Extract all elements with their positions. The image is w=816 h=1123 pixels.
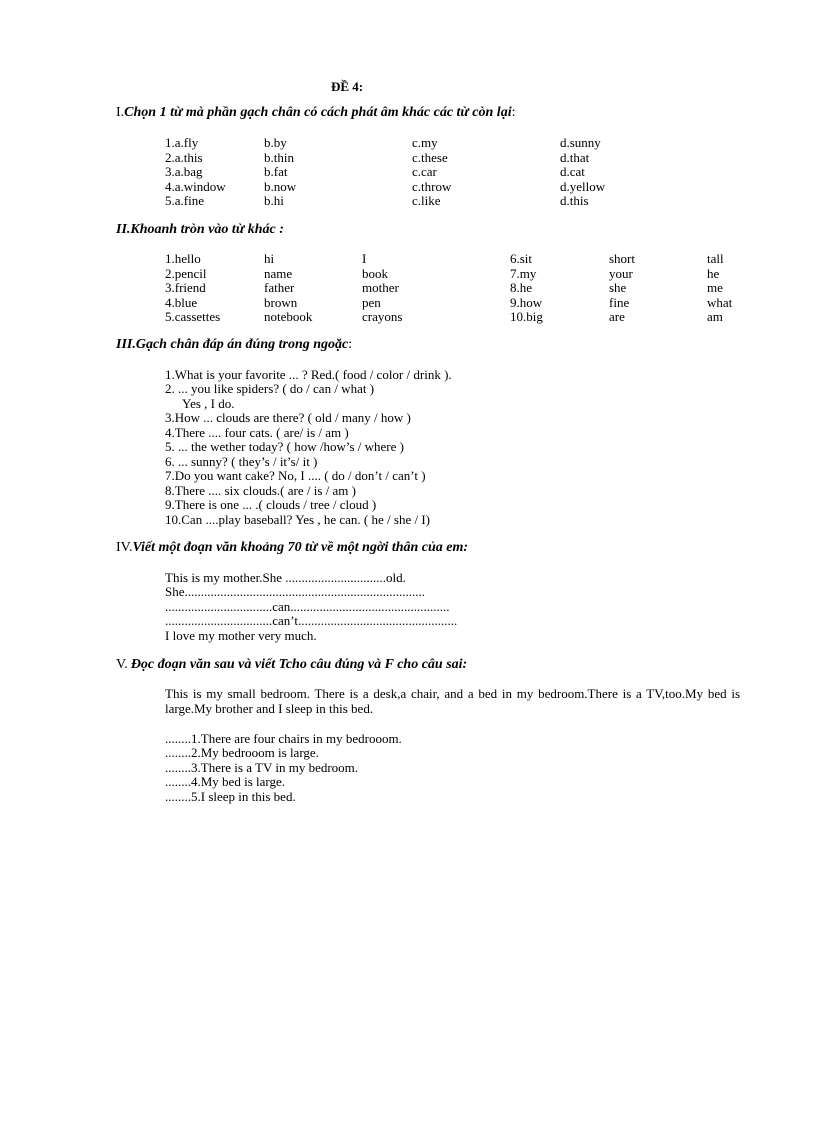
option-d: d.yellow	[560, 179, 606, 194]
section1-suffix: :	[511, 105, 516, 120]
option-c: c.throw	[412, 179, 452, 194]
word: pen	[362, 295, 381, 310]
word: 3.friend	[165, 280, 206, 295]
word: 1.hello	[165, 251, 201, 266]
question-line: 5. ... the wether today? ( how /how’s / where )	[165, 439, 404, 454]
statement-line: ........4.My bed is large.	[165, 774, 285, 789]
word: crayons	[362, 309, 403, 324]
word: 10.big	[510, 309, 543, 324]
option-d: d.cat	[560, 164, 585, 179]
section3-heading	[116, 337, 352, 353]
word: name	[264, 266, 293, 281]
option-a: 2.a.this	[165, 150, 203, 165]
word: mother	[362, 280, 399, 295]
question-line: 4.There .... four cats. ( are/ is / am )	[165, 425, 349, 440]
word: 5.cassettes	[165, 309, 221, 324]
word: hi	[264, 251, 275, 266]
option-a: 3.a.bag	[165, 164, 203, 179]
section5-prefix: V.	[116, 657, 128, 672]
option-a: 4.a.window	[165, 179, 226, 194]
option-b: b.fat	[264, 164, 288, 179]
option-c: c.my	[412, 135, 438, 150]
section1-title: Chọn 1 từ mà phần gạch chân có cách phát âm khác các từ còn lại	[124, 105, 512, 120]
question-line: 9.There is one ... .( clouds / tree / cloud )	[165, 497, 377, 512]
word: father	[264, 280, 295, 295]
word: she	[609, 280, 627, 295]
page-title: ĐỀ 4:	[331, 79, 364, 94]
word: 6.sit	[510, 251, 533, 266]
option-b: b.thin	[264, 150, 294, 165]
statement-line: ........1.There are four chairs in my bedrooom.	[165, 731, 402, 746]
reading-paragraph: This is my small bedroom. There is a desk,a chair, and a bed in my bedroom.There is a TV,too.My bed is large.My brother and I sleep in this bed.	[165, 686, 740, 716]
option-d: d.sunny	[560, 135, 601, 150]
option-d: d.that	[560, 150, 590, 165]
writing-line: This is my mother.She ...............................old.	[165, 570, 406, 585]
writing-line: She..........................................................................	[165, 584, 425, 599]
statement-line: ........2.My bedrooom is large.	[165, 745, 319, 760]
question-line: 7.Do you want cake? No, I .... ( do / don’t / can’t )	[165, 468, 426, 483]
section1-heading	[116, 105, 515, 121]
option-c: c.like	[412, 193, 441, 208]
section4-title: Viết một đoạn văn khoảng 70 từ về một ngời thân của em:	[132, 540, 469, 555]
question-line: 3.How ... clouds are there? ( old / many / how )	[165, 410, 411, 425]
word: what	[707, 295, 733, 310]
word: me	[707, 280, 723, 295]
section3-title: III.Gạch chân đáp án đúng trong ngoặc	[116, 337, 349, 352]
option-d: d.this	[560, 193, 589, 208]
option-a: 1.a.fly	[165, 135, 199, 150]
writing-line: .................................can.................................................	[165, 599, 450, 614]
option-c: c.car	[412, 164, 437, 179]
option-c: c.these	[412, 150, 448, 165]
word: fine	[609, 295, 630, 310]
word: tall	[707, 251, 724, 266]
section5-heading	[116, 657, 467, 673]
word: short	[609, 251, 635, 266]
option-b: b.by	[264, 135, 287, 150]
word: notebook	[264, 309, 313, 324]
section3-suffix: :	[348, 337, 353, 352]
option-b: b.hi	[264, 193, 284, 208]
word: brown	[264, 295, 298, 310]
question-line: 8.There .... six clouds.( are / is / am )	[165, 483, 356, 498]
question-line: 2. ... you like spiders? ( do / can / what )	[165, 381, 375, 396]
section4-prefix: IV.	[116, 540, 133, 555]
section1-prefix: I.	[116, 105, 125, 120]
section5-title: Đọc đoạn văn sau và viết Tcho câu đúng và F cho câu sai:	[130, 657, 468, 672]
word: book	[362, 266, 388, 281]
section4-heading	[116, 540, 468, 556]
word: 9.how	[510, 295, 543, 310]
word: am	[707, 309, 723, 324]
word: are	[609, 309, 625, 324]
question-line: 6. ... sunny? ( they’s / it’s/ it )	[165, 454, 318, 469]
question-line: 10.Can ....play baseball? Yes , he can. ( he / she / I)	[165, 512, 430, 527]
writing-line: I love my mother very much.	[165, 628, 317, 643]
option-b: b.now	[264, 179, 297, 194]
section2-heading	[116, 222, 284, 238]
word: I	[362, 251, 367, 266]
option-a: 5.a.fine	[165, 193, 204, 208]
word: 8.he	[510, 280, 533, 295]
section2-title: II.Khoanh tròn vào từ khác :	[116, 222, 284, 237]
writing-line: .................................can’t.................................................	[165, 613, 458, 628]
word: 7.my	[510, 266, 537, 281]
answer-line: Yes , I do.	[182, 396, 235, 411]
word: 4.blue	[165, 295, 198, 310]
word: 2.pencil	[165, 266, 207, 281]
question-line: 1.What is your favorite ... ? Red.( food / color / drink ).	[165, 367, 452, 382]
word: he	[707, 266, 720, 281]
statement-line: ........5.I sleep in this bed.	[165, 789, 296, 804]
statement-line: ........3.There is a TV in my bedroom.	[165, 760, 359, 775]
word: your	[609, 266, 633, 281]
